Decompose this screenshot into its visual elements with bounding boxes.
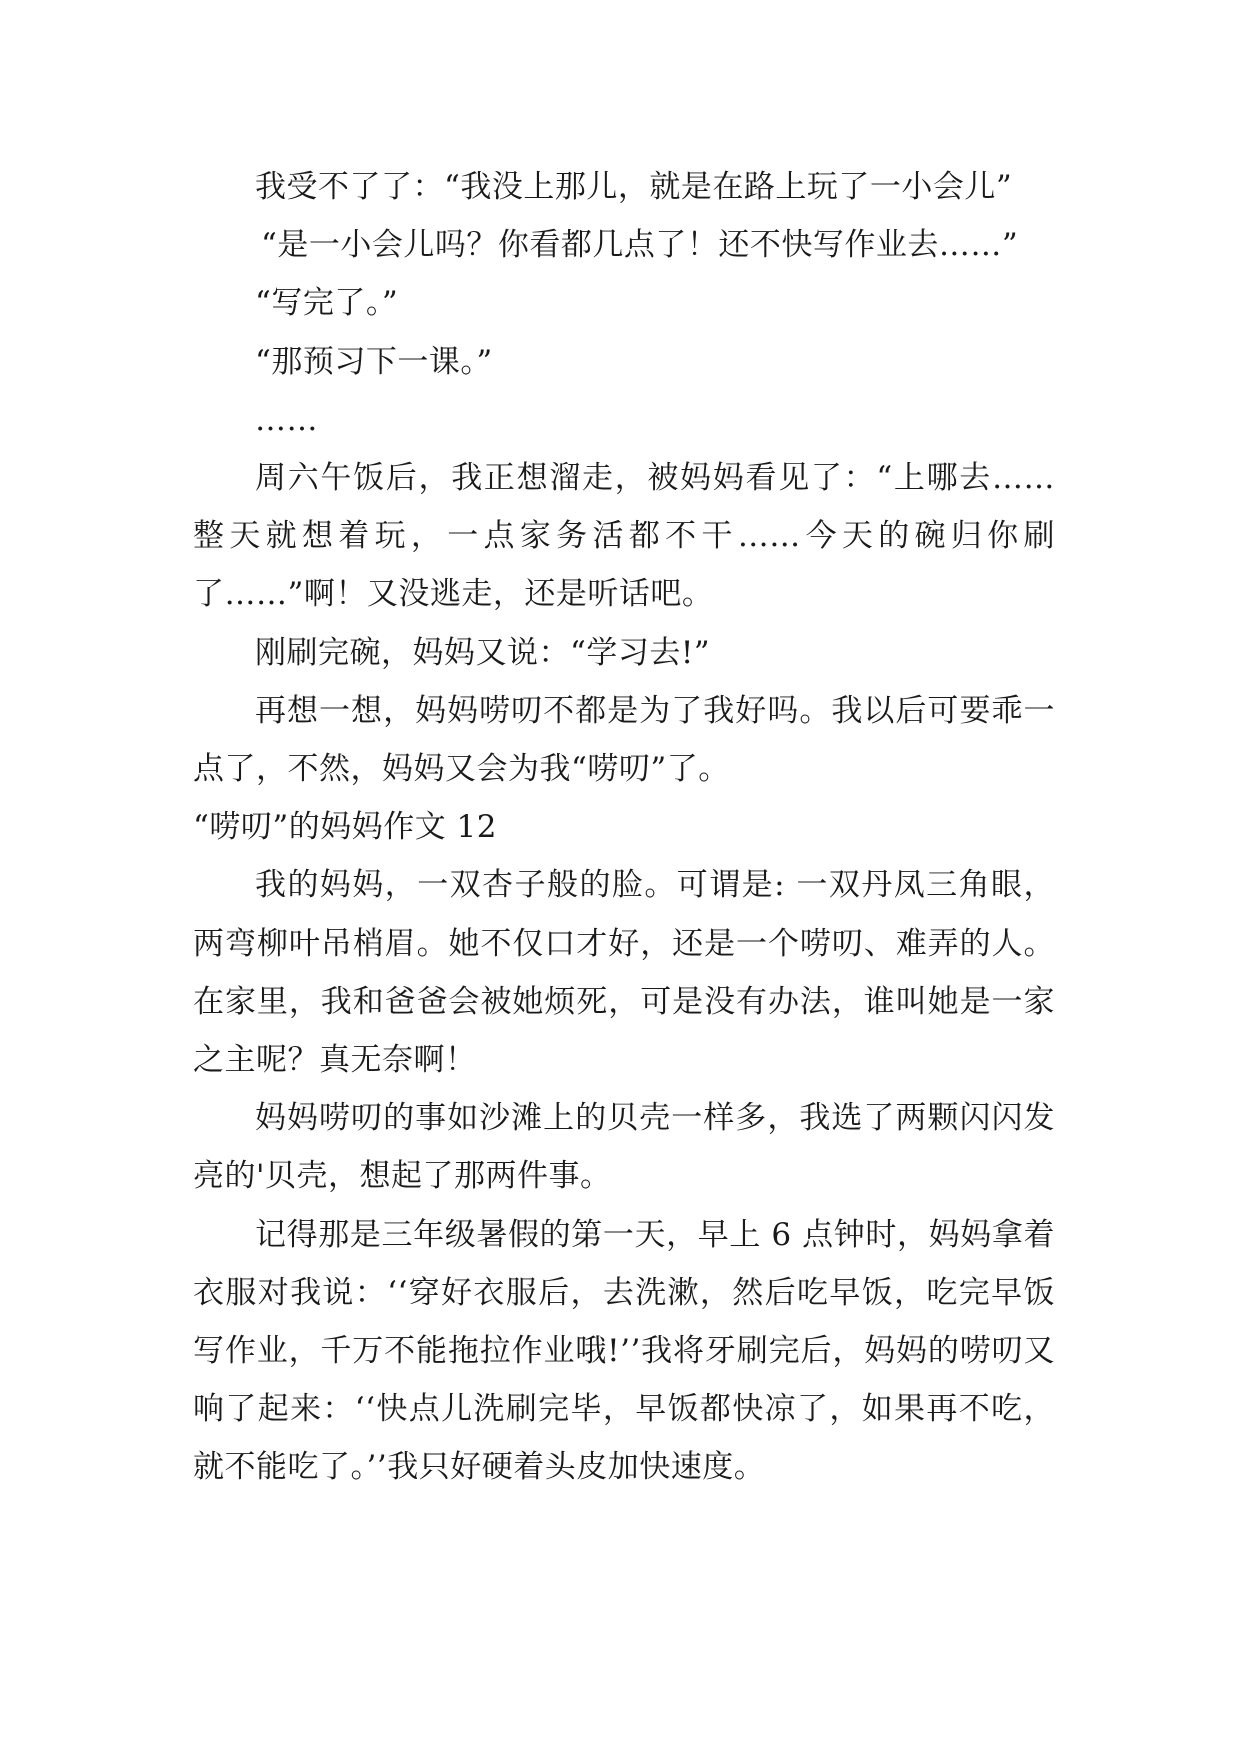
document-body <box>193 158 1055 1497</box>
paragraph-10: 妈妈唠叨的事如沙滩上的贝壳一样多，我选了两颗闪闪发亮的'贝壳，想起了那两件事。 <box>193 1100 1055 1195</box>
paragraph-2: “是一小会儿吗？你看都几点了！还不快写作业去……” <box>261 227 1019 264</box>
paragraph-6: 周六午饭后，我正想溜走，被妈妈看见了：“上哪去……整天就想着玩，一点家务活都不干……今天的碗归你刷了……”啊！又没逃走，还是听话吧。 <box>193 460 1055 613</box>
paragraph-1: 我受不了了：“我没上那儿，就是在路上玩了一小会儿” <box>255 169 1013 205</box>
paragraph-9: 我的妈妈，一双杏子般的脸。可谓是: 一双丹凤三角眼，两弯柳叶吊梢眉。她不仅口才好，还是一个唠叨、难弄的人。在家里，我和爸爸会被她烦死，可是没有办法，谁叫她是一家之主呢？真无奈啊！ <box>193 867 1055 1079</box>
paragraph-3: “写完了。” <box>255 285 399 322</box>
paragraph-7: 刚刷完碗，妈妈又说：“学习去!” <box>255 634 711 671</box>
paragraph-5: …… <box>255 401 318 438</box>
paragraph-4: “那预习下一课。” <box>255 343 493 380</box>
paragraph-8: 再想一想，妈妈唠叨不都是为了我好吗。我以后可要乖一点了，不然，妈妈又会为我“唠叨”了。 <box>193 692 1055 788</box>
paragraph-11: 记得那是三年级暑假的第一天，早上 6 点钟时，妈妈拿着衣服对我说：‘‘穿好衣服后，去洗漱，然后吃早饭，吃完早饭写作业，千万不能拖拉作业哦!’’我将牙刷完后，妈妈的唠叨又响了起来：‘‘快点儿洗刷完毕，早饭都快凉了，如果再不吃，就不能吃了。’’我只好硬着头皮加快速度。 <box>193 1216 1055 1486</box>
section-heading: “唠叨”的妈妈作文 12 <box>193 809 497 846</box>
